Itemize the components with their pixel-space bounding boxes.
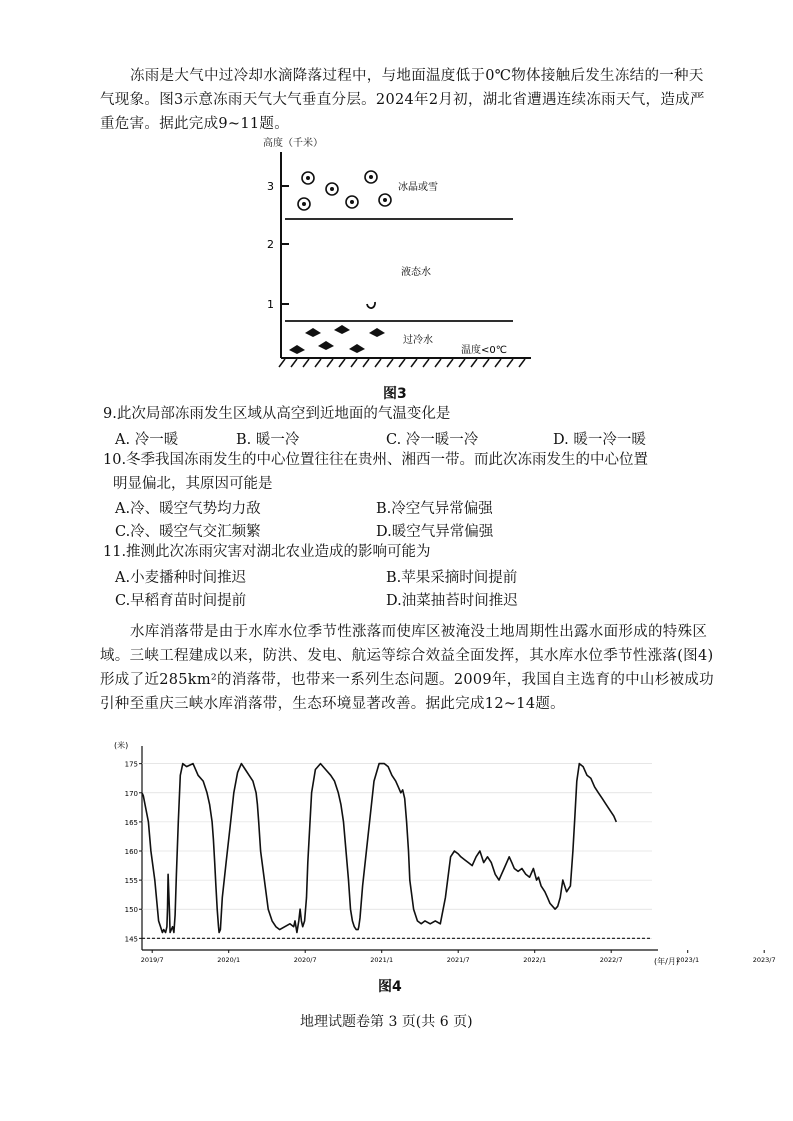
supercooled-droplet-icons [289, 325, 385, 354]
raindrop-icon [367, 302, 375, 308]
q11-option-c: C.早稻育苗时间提前 [115, 593, 247, 609]
fig3-tick-1: 1 [267, 298, 274, 311]
chart-ytick-label: 175 [124, 760, 138, 769]
chart-xtick-label: 2022/1 [523, 956, 547, 964]
passage-1: 冻雨是大气中过冷却水滴降落过程中，与地面温度低于0℃物体接触后发生冻结的一种天气现象。图3示意冻雨天气大气垂直分层。2024年2月初，湖北省遭遇连续冻雨天气，造成严重危害。据此完成9~11题。 [100, 68, 705, 132]
fig3-tick-3: 3 [267, 180, 274, 193]
chart-ytick-label: 165 [124, 818, 138, 827]
chart-ytick-label: 170 [124, 789, 138, 798]
figure-3-diagram [255, 132, 545, 370]
q10-option-b: B.冷空气异常偏强 [376, 501, 493, 517]
chart-ytick-label: 150 [124, 906, 138, 915]
q11-option-b: B.苹果采摘时间提前 [386, 570, 518, 586]
q10-stem: 10.冬季我国冻雨发生的中心位置往往在贵州、湘西一带。而此次冻雨发生的中心位置 [103, 452, 649, 468]
q10-option-c: C.冷、暖空气交汇频繁 [115, 524, 261, 540]
chart-xtick-label: 2022/7 [599, 956, 623, 964]
figure-4-chart [112, 738, 776, 970]
q9-option-c: C. 冷一暖一冷 [386, 432, 479, 448]
passage-2: 水库消落带是由于水库水位季节性涨落而使库区被淹没土地周期性出露水面形成的特殊区域。三峡工程建成以来，防洪、发电、航运等综合效益全面发挥，其水库水位季节性涨落(图4)形成了近285km²的消落带，也带来一系列生态问题。2009年，我国自主选育的中山杉被成功引种至重庆三峡水库消落带，生态环境显著改善。据此完成12~14题。 [100, 624, 714, 712]
q9-option-a: A. 冷一暖 [115, 432, 179, 448]
figure-3-caption: 图3 [383, 386, 407, 402]
chart-xtick-label: 2019/7 [140, 956, 164, 964]
layer-ice-snow-label: 冰晶或雪 [398, 182, 438, 193]
q9-option-b: B. 暖一冷 [236, 432, 300, 448]
chart-ytick-label: 145 [124, 935, 138, 944]
chart-ytick-label: 160 [124, 848, 138, 856]
chart-xtick-label: 2023/1 [676, 956, 700, 964]
q10-option-a: A.冷、暖空气势均力敌 [115, 501, 261, 517]
chart-xtick-label: 2020/1 [217, 956, 241, 964]
chart-ytick-label: 155 [124, 877, 138, 886]
snowflake-icons [298, 171, 391, 210]
chart-xtick-label: 2021/1 [370, 956, 394, 964]
chart-xlabel: (年/月) [654, 957, 679, 966]
q11-option-a: A.小麦播种时间推迟 [115, 570, 247, 586]
fig3-ylabel: 高度（千米） [263, 138, 323, 149]
figure-4-caption: 图4 [378, 979, 402, 995]
q9-stem: 9.此次局部冻雨发生区域从高空到近地面的气温变化是 [103, 406, 451, 422]
layer-supercooled-label: 过冷水 [403, 335, 433, 346]
chart-xtick-label: 2023/7 [752, 956, 776, 964]
ground-temp-label: 温度<0℃ [461, 345, 507, 356]
q10-stem-continued: 明显偏北，其原因可能是 [113, 476, 273, 492]
layer-liquid-water-label: 液态水 [401, 267, 431, 278]
chart-series-line [142, 764, 616, 933]
chart-ylabel: (米) [114, 741, 129, 750]
fig3-tick-2: 2 [267, 238, 274, 251]
chart-xtick-label: 2020/7 [293, 956, 317, 964]
q10-option-d: D.暖空气异常偏强 [376, 524, 494, 540]
q11-option-d: D.油菜抽苔时间推迟 [386, 593, 518, 609]
page-footer: 地理试题卷第 3 页(共 6 页) [300, 1014, 473, 1030]
q9-option-d: D. 暖一冷一暖 [553, 432, 646, 448]
q11-stem: 11.推测此次冻雨灾害对湖北农业造成的影响可能为 [103, 544, 431, 560]
chart-xtick-label: 2021/7 [446, 956, 470, 964]
